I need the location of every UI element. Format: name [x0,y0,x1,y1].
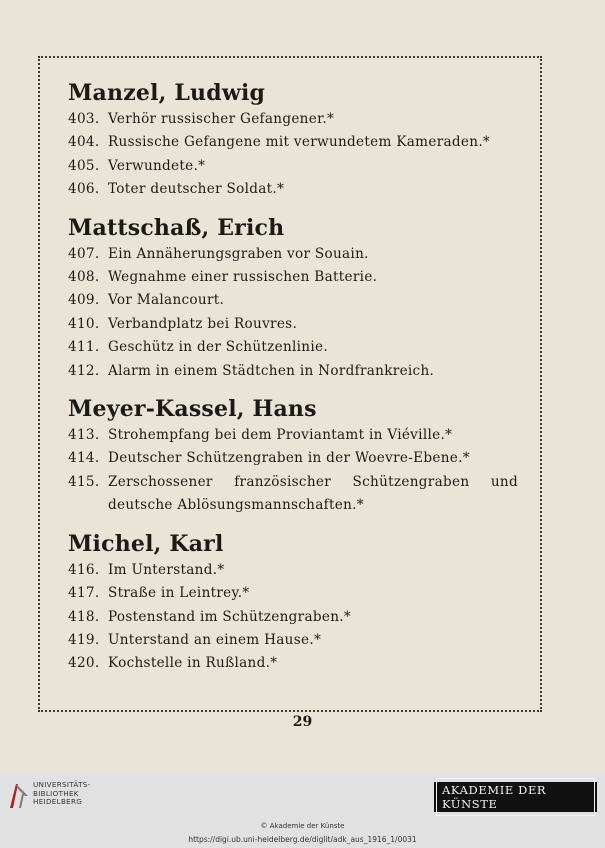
catalogue-entry [68,108,518,131]
entry-number: 406. [68,181,100,198]
catalogue-entry [68,266,518,289]
entry-number: 418. [68,608,100,625]
entry-number: 420. [68,655,100,672]
entry-title: Wegnahme einer russischen Batterie. [108,269,378,286]
entry-title: Vor Malancourt. [108,292,225,309]
catalogue-entry [68,289,518,312]
entry-number: 411. [68,339,100,356]
catalogue-entry [68,360,518,383]
artist-section [68,529,518,676]
akademie-logo-button[interactable] [434,782,597,812]
entry-title: Straße in Leintrey.* [108,585,250,602]
artist-name: Meyer-Kassel, Hans [68,396,317,423]
artist-name: Manzel, Ludwig [68,80,266,106]
entry-title: Russische Gefangene mit verwundetem Kameraden.* [108,134,491,151]
akademie-label: AKADEMIE DER KÜNSTE [436,778,595,816]
entry-title: Alarm in einem Städtchen in Nordfrankreich. [108,362,435,379]
entry-number: 414. [68,450,100,467]
catalogue-entry [68,155,518,178]
entry-title: Kochstelle in Rußland.* [108,655,278,672]
catalogue-entry [68,629,518,652]
entry-title: Verwundete.* [108,157,206,174]
catalogue-entry [68,559,518,582]
entry-title: Verhör russischer Gefangener.* [108,111,335,127]
entry-number: 410. [68,315,100,332]
artist-name: Michel, Karl [68,530,224,557]
entry-number: 415. [68,473,100,490]
entry-number: 409. [68,292,100,309]
artist-section [68,394,518,518]
entry-title: Strohempfang bei dem Proviantamt in Viéville.* [108,427,453,444]
entry-number: 419. [68,631,100,648]
catalogue-entry [68,582,518,605]
entry-number: 404. [68,134,100,151]
entry-title: Postenstand im Schützengraben.* [108,608,351,625]
copyright-notice: © Akademie der Künste [260,822,345,830]
catalogue-entry [68,336,518,359]
entry-title: Geschütz in der Schützenlinie. [108,339,328,356]
entry-number: 408. [68,269,100,286]
library-name-line: UNIVERSITÄTS- [33,780,91,789]
catalogue-entry [68,131,518,154]
entry-title: Zerschossener französischer Schützengraben und deutsche Ablösungsmannschaften.* [108,473,518,514]
artist-section [68,213,518,383]
entry-title: Toter deutscher Soldat.* [108,181,285,198]
library-name[interactable] [33,781,91,807]
entry-number: 416. [68,561,100,578]
artist-section [68,78,518,202]
catalogue-entry [68,424,518,447]
catalogue-entry [68,243,518,266]
entry-title: Unterstand an einem Hause.* [108,631,322,648]
entry-number: 407. [68,245,100,262]
catalogue-entry [68,606,518,629]
catalogue-entry [68,471,518,518]
page-number: 29 [292,714,313,730]
catalogue-entry [68,313,518,336]
artist-name: Mattschaß, Erich [68,214,285,241]
entry-number: 413. [68,427,100,444]
entry-title: Ein Annäherungsgraben vor Souain. [108,245,369,262]
entry-title: Deutscher Schützengraben in der Woevre-Ebene.* [108,450,470,467]
catalogue-entry [68,178,518,201]
catalogue-list [68,78,518,676]
entry-title: Verbandplatz bei Rouvres. [108,315,298,332]
entry-number: 417. [68,585,100,602]
library-name-line: HEIDELBERG [33,797,83,807]
page-url-link[interactable]: https://digi.ub.uni-heidelberg.de/diglit/adk_aus_1916_1/0031 [188,835,417,844]
catalogue-entry [68,652,518,675]
entry-number: 412. [68,362,100,379]
university-library-logo-icon[interactable] [8,780,30,810]
entry-number: 405. [68,157,100,174]
library-name-line: BIBLIOTHEK [33,788,79,798]
entry-title: Im Unterstand.* [108,561,225,578]
catalogue-entry [68,447,518,470]
entry-number: 403. [68,111,100,127]
